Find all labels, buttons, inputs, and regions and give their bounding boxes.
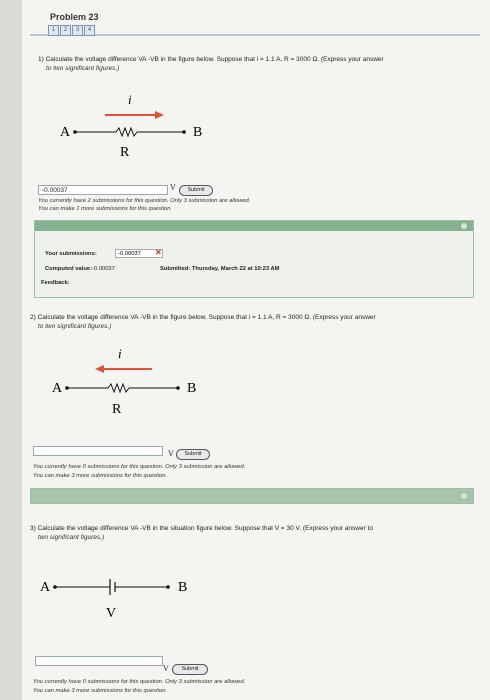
q1-note-1: You currently have 2 submissions for this question. Only 3 submission are allowed.	[38, 198, 251, 204]
collapse-circle-icon[interactable]	[461, 493, 467, 499]
q2-note-2: You can make 3 more submissions for this question.	[33, 473, 168, 479]
computed-value: -0.00037	[92, 266, 115, 272]
q3-battery-label: V	[106, 606, 117, 621]
incorrect-x-icon: ✕	[155, 248, 162, 257]
q3-circuit-diagram	[40, 572, 200, 624]
q2-circuit-diagram	[52, 345, 212, 417]
problem-tabs	[48, 25, 96, 36]
q3-node-b-label: B	[178, 580, 188, 595]
q1-node-b-dot	[182, 130, 186, 134]
tab-1[interactable]: 1	[48, 25, 59, 36]
q3-node-b-dot	[166, 585, 170, 589]
q1-feedback-panel	[34, 220, 474, 298]
q1-prompt: 1) Calculate the voltage difference VA -VB in the figure below. Suppose that i = 1.1 A, R = 3000 Ω. (Express your answer	[38, 56, 384, 63]
computed-value-label: Computed value:	[45, 266, 93, 272]
q2-feedback-panel	[30, 488, 474, 504]
q3-note-1: You currently have 0 submissions for this question. Only 3 submission are allowed.	[33, 679, 246, 685]
q2-hint: to two significant figures.)	[38, 323, 112, 330]
q2-panel-bar	[31, 489, 473, 503]
problem-header	[30, 8, 480, 36]
tab-4[interactable]: 4	[84, 25, 95, 36]
collapse-circle-icon[interactable]	[461, 223, 467, 229]
your-submission-value: -0.00037	[115, 249, 163, 258]
q1-answer-input[interactable]: -0.00037	[38, 185, 168, 195]
q1-current-arrow-head	[155, 111, 164, 119]
q1-submit-button[interactable]: Submit	[179, 185, 213, 196]
q3-prompt: 3) Calculate the voltage difference VA -VB in the situation figure below. Suppose that V = 30 V. (Express your answer to	[30, 525, 373, 532]
feedback-panel-bar	[35, 221, 473, 231]
q3-answer-input[interactable]	[35, 656, 163, 666]
q2-resistor-label: R	[112, 402, 122, 417]
q1-node-a-label: A	[60, 125, 71, 140]
q2-current-arrow-head	[95, 365, 104, 373]
q3-note-2: You can make 3 more submissions for this question.	[33, 688, 168, 694]
q1-resistor-symbol	[116, 128, 137, 136]
q2-answer-input[interactable]	[33, 446, 163, 456]
q1-note-2: You can make 1 more submissions for this question.	[38, 206, 173, 212]
q1-hint: to two significant figures.)	[46, 65, 120, 72]
q2-node-b-dot	[176, 386, 180, 390]
q2-prompt: 2) Calculate the voltage difference VA -VB in the figure below. Suppose that i = 1.1 A, R = 3000 Ω. (Express your answer	[30, 314, 376, 321]
q1-unit: V	[170, 183, 176, 192]
q1-circuit-diagram	[60, 90, 220, 160]
tab-3[interactable]: 3	[72, 25, 83, 36]
q1-resistor-label: R	[120, 145, 130, 160]
q2-node-b-label: B	[187, 381, 197, 396]
feedback-label: Feedback:	[41, 280, 70, 286]
q2-node-a-label: A	[52, 381, 63, 396]
your-submissions-label: Your submissions:	[45, 251, 97, 257]
q3-text	[30, 524, 474, 542]
q2-note-1: You currently have 0 submissions for this question. Only 3 submission are allowed.	[33, 464, 246, 470]
submitted-timestamp: Submitted: Thursday, March 22 at 10:23 AM	[160, 266, 280, 272]
q2-submit-button[interactable]: Submit	[176, 449, 210, 460]
q3-submit-button[interactable]: Submit	[172, 664, 208, 675]
q3-hint: two significant figures.)	[38, 534, 105, 541]
q3-node-a-label: A	[40, 580, 51, 595]
q3-unit: V	[163, 664, 169, 673]
q2-unit: V	[168, 449, 174, 458]
q1-current-label: i	[128, 92, 132, 107]
q1-text	[38, 55, 478, 73]
q2-text	[30, 313, 470, 331]
q2-current-label: i	[118, 346, 122, 361]
q1-node-b-label: B	[193, 125, 203, 140]
problem-title: Problem 23	[50, 12, 99, 22]
tab-2[interactable]: 2	[60, 25, 71, 36]
q2-resistor-symbol	[108, 384, 129, 392]
